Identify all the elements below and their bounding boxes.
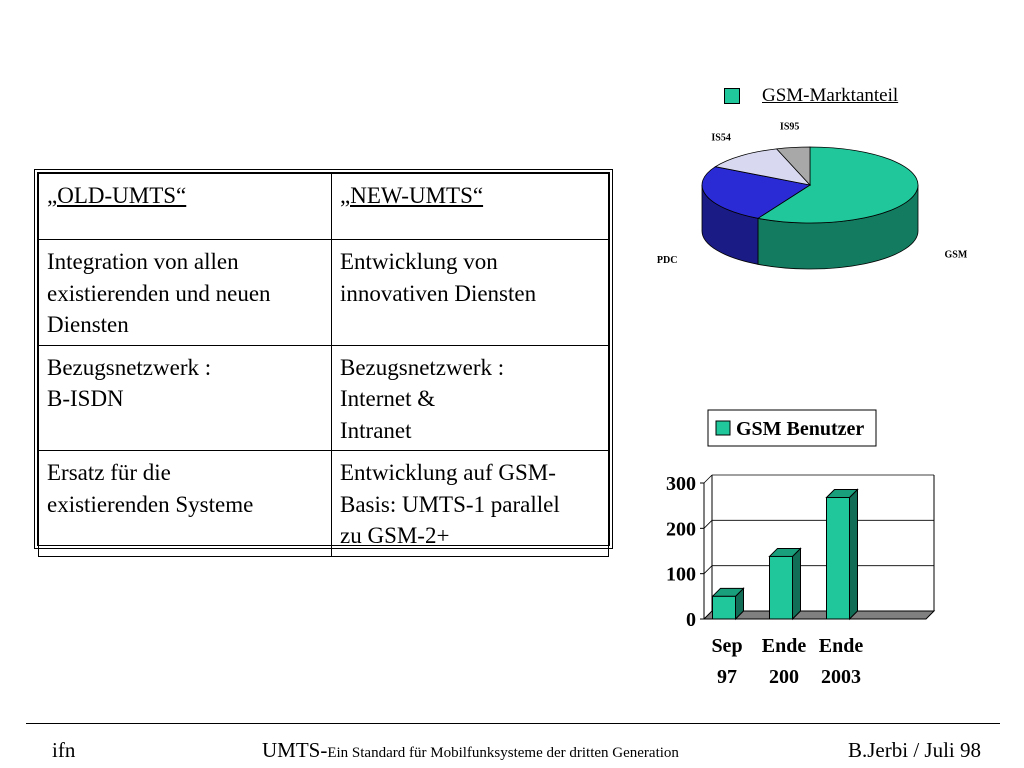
comparison-grid <box>38 173 609 557</box>
footer-divider <box>26 723 1000 724</box>
cell-old-systems: Ersatz für die existierenden Systeme <box>39 451 332 557</box>
bar-side <box>793 548 801 619</box>
footer-title-main: UMTS- <box>262 738 328 762</box>
bar-grid-diag <box>704 475 712 483</box>
comparison-table-frame <box>37 172 610 546</box>
cell-old-network: Bezugsnetzwerk : B-ISDN <box>39 345 332 451</box>
header-new-umts-label: „NEW-UMTS“ <box>340 183 484 208</box>
bar-front <box>770 556 793 619</box>
bar-1 <box>770 548 801 619</box>
table-row <box>39 240 609 346</box>
table-row <box>39 451 609 557</box>
cell-old-services: Integration von allen existierenden und neuen Diensten <box>39 240 332 346</box>
header-new-umts <box>332 174 609 240</box>
bar-0 <box>713 588 744 619</box>
bar-y-tick-label: 0 <box>686 609 696 631</box>
bar-front <box>827 498 850 619</box>
bar-2 <box>827 490 858 619</box>
footer-institute: ifn <box>52 738 76 762</box>
bar-y-tick-label: 100 <box>666 563 696 586</box>
pie-label-is54: IS54 <box>711 132 731 144</box>
bar-category-label: Sep 97 <box>711 635 743 688</box>
bar-y-tick-label: 200 <box>666 518 696 541</box>
pie-legend-swatch <box>724 88 740 104</box>
bar-grid-diag <box>704 520 712 528</box>
cell-new-network: Bezugsnetzwerk : Internet & Intranet <box>332 345 609 451</box>
footer-title-sub: Ein Standard für Mobilfunksysteme der dritten Generation <box>327 745 679 761</box>
bar-grid-diag <box>704 566 712 574</box>
cell-new-systems: Entwicklung auf GSM- Basis: UMTS-1 parallel zu GSM-2+ <box>332 451 609 557</box>
header-old-umts-label: „OLD-UMTS“ <box>47 183 187 208</box>
market-share-pie-chart <box>656 121 968 275</box>
table-row <box>39 345 609 451</box>
table-header-row <box>39 174 609 240</box>
bar-series <box>713 490 858 619</box>
bar-category-label: Ende 2003 <box>818 635 864 688</box>
comparison-table <box>34 169 613 549</box>
pie-top-faces <box>702 147 918 223</box>
bar-category-label: Ende 200 <box>761 635 807 688</box>
pie-label-pdc: PDC <box>656 254 678 266</box>
pie-label-gsm: GSM <box>944 249 968 261</box>
gsm-users-bar-chart <box>636 405 956 695</box>
bar-legend <box>708 410 876 446</box>
pie-legend-label: GSM-Marktanteil <box>762 85 899 106</box>
pie-legend <box>724 85 898 107</box>
bar-y-tick-label: 300 <box>666 473 696 495</box>
footer-author-date: B.Jerbi / Juli 98 <box>848 738 982 762</box>
bar-front <box>713 596 736 619</box>
cell-new-services: Entwicklung von innovativen Diensten <box>332 240 609 346</box>
bar-legend-swatch <box>716 421 730 435</box>
footer-title <box>262 738 679 763</box>
bar-legend-label: GSM Benutzer <box>736 418 865 440</box>
header-old-umts <box>39 174 332 240</box>
bar-side <box>850 490 858 619</box>
pie-label-is95: IS95 <box>779 121 800 133</box>
